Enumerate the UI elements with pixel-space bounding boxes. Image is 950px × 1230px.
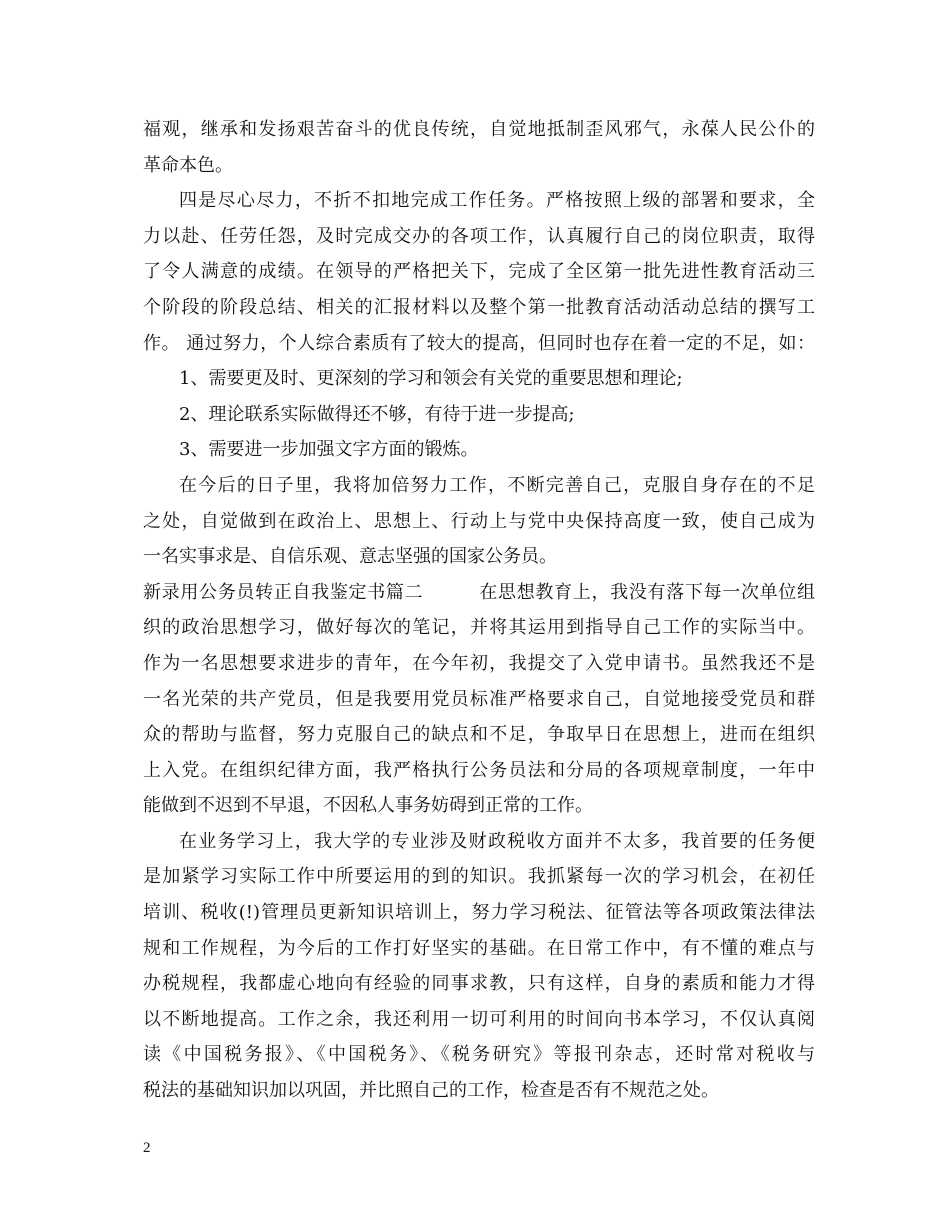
document-body — [143, 112, 815, 1109]
text-line: 税法的基础知识加以巩固，并比照自己的工作，检查是否有不规范之处。 — [143, 1080, 719, 1102]
text-line: 办税规程，我都虚心地向有经验的同事求教，只有这样，自身的素质和能力才得 — [143, 973, 815, 995]
list-item: 2、理论联系实际做得还不够，有待于进一步提高; — [179, 403, 575, 425]
text-line: 众的帮助与监督，努力克服自己的缺点和不足，争取早日在思想上，进而在组织 — [143, 724, 815, 746]
text-line: 规和工作规程，为今后的工作打好坚实的基础。在日常工作中，有不懂的难点与 — [143, 937, 815, 959]
section-heading-line: 新录用公务员转正自我鉴定书篇二 在思想教育上，我没有落下每一次单位组 — [143, 581, 815, 603]
text-line: 一名实事求是、自信乐观、意志坚强的国家公务员。 — [143, 546, 557, 568]
text-line: 福观，继承和发扬艰苦奋斗的优良传统，自觉地抵制歪风邪气，永葆人民公仆的 — [143, 119, 815, 140]
text-line: 革命本色。 — [143, 154, 233, 176]
text-line: 力以赴、任劳任怨，及时完成交办的各项工作，认真履行自己的岗位职责，取得 — [143, 225, 815, 247]
text-line: 培训、税收(!)管理员更新知识培训上，努力学习税法、征管法等各项政策法律法 — [143, 902, 815, 924]
text-line: 作。 通过努力，个人综合素质有了较大的提高，但同时也存在着一定的不足，如： — [143, 332, 815, 354]
text-line: 是加紧学习实际工作中所要运用的到的知识。我抓紧每一次的学习机会，在初任 — [143, 866, 815, 888]
page-number: 2 — [143, 1140, 151, 1156]
text-line: 织的政治思想学习，做好每次的笔记，并将其运用到指导自己工作的实际当中。 — [143, 617, 815, 639]
text-line: 以不断地提高。工作之余，我还利用一切可利用的时间向书本学习，不仅认真阅 — [143, 1008, 815, 1030]
text-line: 个阶段的阶段总结、相关的汇报材料以及整个第一批教育活动活动总结的撰写工 — [143, 296, 815, 318]
text-line: 读《中国税务报》、《中国税务》、《税务研究》等报刊杂志，还时常对税收与 — [143, 1044, 815, 1066]
text-line: 能做到不迟到不早退，不因私人事务妨碍到正常的工作。 — [143, 795, 593, 817]
text-line: 上入党。在组织纪律方面，我严格执行公务员法和分局的各项规章制度，一年中 — [143, 759, 815, 781]
text-line: 一名光荣的共产党员，但是我要用党员标准严格要求自己，自觉地接受党员和群 — [143, 688, 815, 710]
paragraph-start-line: 在今后的日子里，我将加倍努力工作，不断完善自己，克服自身存在的不足 — [179, 474, 815, 496]
list-item: 1、需要更及时、更深刻的学习和领会有关党的重要思想和理论; — [179, 368, 683, 390]
list-item: 3、需要进一步加强文字方面的锻炼。 — [179, 439, 479, 461]
text-line: 作为一名思想要求进步的青年，在今年初，我提交了入党申请书。虽然我还不是 — [143, 652, 815, 674]
paragraph-start-line: 在业务学习上，我大学的专业涉及财政税收方面并不太多，我首要的任务便 — [179, 830, 815, 852]
paragraph-start-line: 四是尽心尽力，不折不扣地完成工作任务。严格按照上级的部署和要求，全 — [179, 190, 815, 212]
text-line: 之处，自觉做到在政治上、思想上、行动上与党中央保持高度一致，使自己成为 — [143, 510, 815, 532]
text-line: 了令人满意的成绩。在领导的严格把关下，完成了全区第一批先进性教育活动三 — [143, 261, 815, 283]
